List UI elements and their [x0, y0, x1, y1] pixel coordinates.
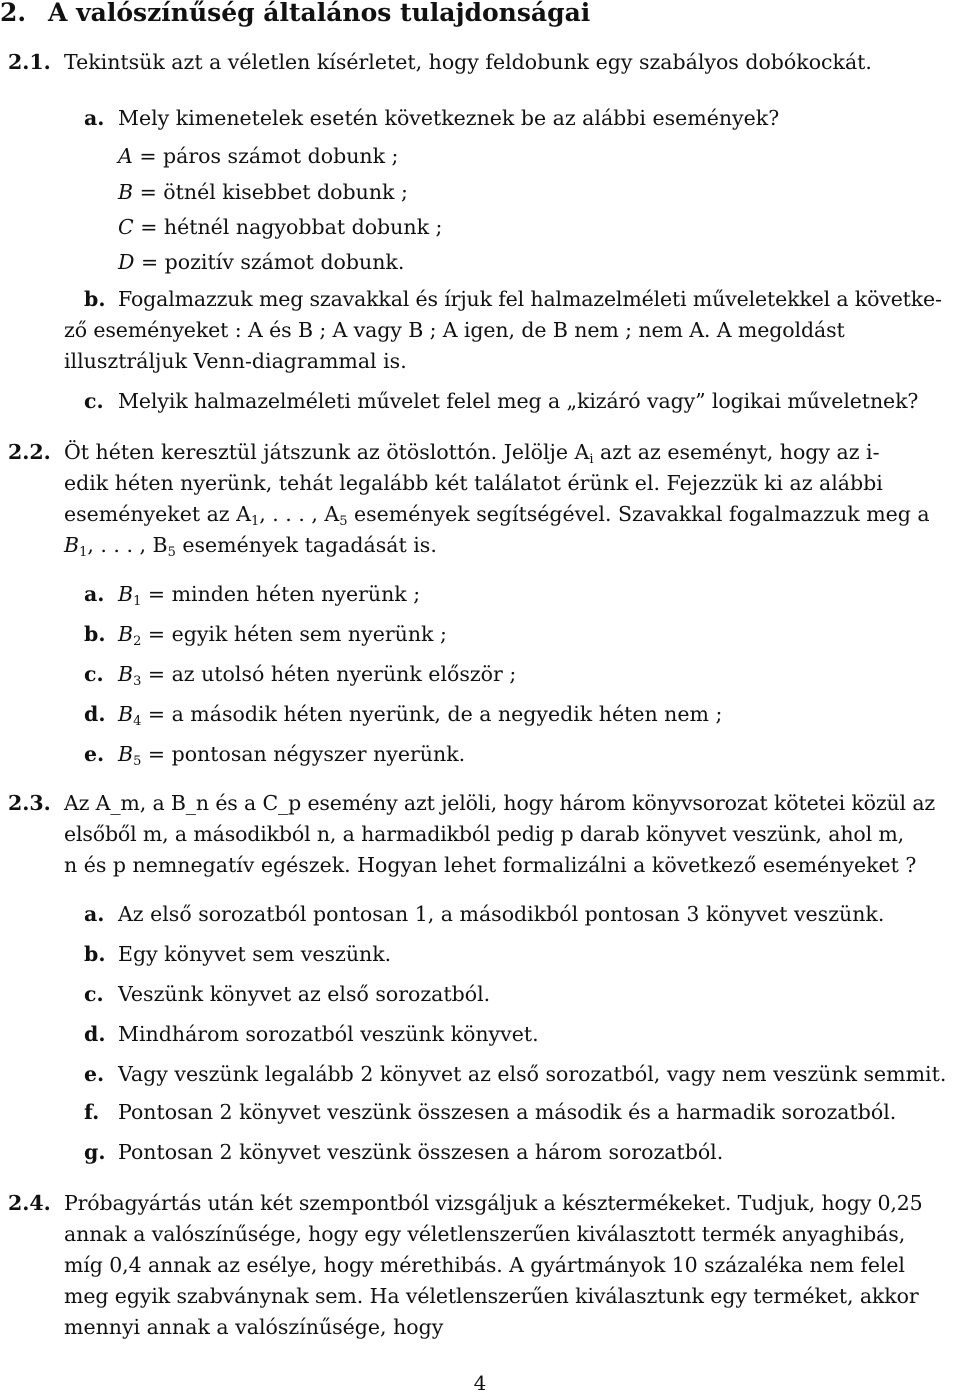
problem-number-2-3: 2.3.: [8, 791, 51, 815]
item-text: $B_4 = a$ második héten nyerünk, de a negyedik héten nem ;: [118, 702, 723, 729]
item-label: e.: [84, 1062, 105, 1086]
item-text: Pontosan 2 könyvet veszünk összesen a három sorozatból.: [118, 1140, 724, 1164]
problem-2-1-b-line: Fogalmazzuk meg szavakkal és írjuk fel halmazelméleti műveletekkel a követke-: [118, 287, 942, 311]
problem-2-1-a-label: a.: [84, 106, 105, 130]
problem-2-4-line: mennyi annak a valószínűsége, hogy: [64, 1315, 444, 1339]
item-label: g.: [84, 1140, 106, 1164]
item-label: b.: [84, 942, 106, 966]
problem-2-4-line: meg egyik szabványnak sem. Ha véletlenszerűen kiválasztunk egy terméket, akkor: [64, 1284, 919, 1308]
problem-2-3-line: Az A_m, a B_n és a C_p esemény azt jelöli, hogy három könyvsorozat kötetei közül az: [64, 791, 936, 815]
definition-line: A = páros számot dobunk ;: [118, 144, 399, 168]
problem-number-2-2: 2.2.: [8, 440, 51, 464]
problem-2-1-b-label: b.: [84, 287, 106, 311]
section-title: A valószínűség általános tulajdonságai: [48, 0, 591, 27]
item-text: $B_1$ = minden héten nyerünk ;: [118, 582, 421, 609]
item-label: d.: [84, 1022, 106, 1046]
item-text: Egy könyvet sem veszünk.: [118, 942, 392, 966]
section-number: 2.: [0, 0, 27, 27]
problem-2-1-b-line: illusztráljuk Venn-diagrammal is.: [64, 349, 407, 373]
problem-2-4-line: Próbagyártás után két szempontból vizsgáljuk a késztermékeket. Tudjuk, hogy 0,25: [64, 1191, 923, 1215]
item-text: Az első sorozatból pontosan 1, a másodikból pontosan 3 könyvet veszünk.: [118, 902, 885, 926]
item-label: c.: [84, 662, 104, 686]
item-text: $B_3$ = az utolsó héten nyerünk először ;: [118, 662, 517, 689]
item-label: a.: [84, 902, 105, 926]
problem-2-1-c-label: c.: [84, 389, 104, 413]
item-label: b.: [84, 622, 106, 646]
item-label: f.: [84, 1100, 100, 1124]
item-label: a.: [84, 582, 105, 606]
item-text: $B_2$ = egyik héten sem nyerünk ;: [118, 622, 447, 649]
problem-2-2-line: edik héten nyerünk, tehát legalább két találatot érünk el. Fejezzük ki az alábbi: [64, 471, 883, 495]
problem-2-1-a-text: Mely kimenetelek esetén következnek be az alábbi események?: [118, 106, 780, 130]
item-label: d.: [84, 702, 106, 726]
item-label: c.: [84, 982, 104, 1006]
section-heading: [0, 0, 590, 28]
definition-line: B = ötnél kisebbet dobunk ;: [118, 180, 408, 204]
problem-2-2-line: Öt héten keresztül játszunk az ötöslottón. Jelölje $A_i$ azt az eseményt, hogy az i-: [64, 440, 880, 467]
problem-2-3-line: n és p nemnegatív egészek. Hogyan lehet formalizálni a következő eseményeket ?: [64, 853, 917, 877]
item-text: Mindhárom sorozatból veszünk könyvet.: [118, 1022, 539, 1046]
problem-2-1-b-line: ző eseményeket : A és B ; A vagy B ; A igen, de B nem ; nem A. A megoldást: [64, 318, 845, 342]
problem-2-2-line: eseményeket az $A_1$, . . . , $A_5$ események segítségével. Szavakkal fogalmazzuk meg a: [64, 502, 930, 529]
item-text: $B_5$ = pontosan négyszer nyerünk.: [118, 742, 466, 769]
item-label: e.: [84, 742, 105, 766]
problem-2-2-line: $B_1$, . . . , $B_5$ események tagadását is.: [64, 533, 437, 560]
problem-2-4-line: míg 0,4 annak az esélye, hogy mérethibás. A gyártmányok 10 százaléka nem felel: [64, 1253, 905, 1277]
problem-number-2-1: 2.1.: [8, 50, 51, 74]
problem-2-4-line: annak a valószínűsége, hogy egy véletlenszerűen kiválasztott termék anyaghibás,: [64, 1222, 906, 1246]
problem-number-2-4: 2.4.: [8, 1191, 51, 1215]
definition-line: C = hétnél nagyobbat dobunk ;: [118, 215, 443, 239]
item-text: Pontosan 2 könyvet veszünk összesen a második és a harmadik sorozatból.: [118, 1100, 897, 1124]
page-number: 4: [473, 1371, 487, 1395]
item-text: Veszünk könyvet az első sorozatból.: [118, 982, 491, 1006]
problem-2-1-intro: Tekintsük azt a véletlen kísérletet, hogy feldobunk egy szabályos dobókockát.: [64, 50, 872, 74]
item-text: Vagy veszünk legalább 2 könyvet az első sorozatból, vagy nem veszünk semmit.: [118, 1062, 947, 1086]
problem-2-3-line: elsőből m, a másodikból n, a harmadikból pedig p darab könyvet veszünk, ahol m,: [64, 822, 905, 846]
problem-2-1-c-text: Melyik halmazelméleti művelet felel meg a „kizáró vagy” logikai műveletnek?: [118, 389, 919, 413]
definition-line: D = pozitív számot dobunk.: [118, 250, 405, 274]
